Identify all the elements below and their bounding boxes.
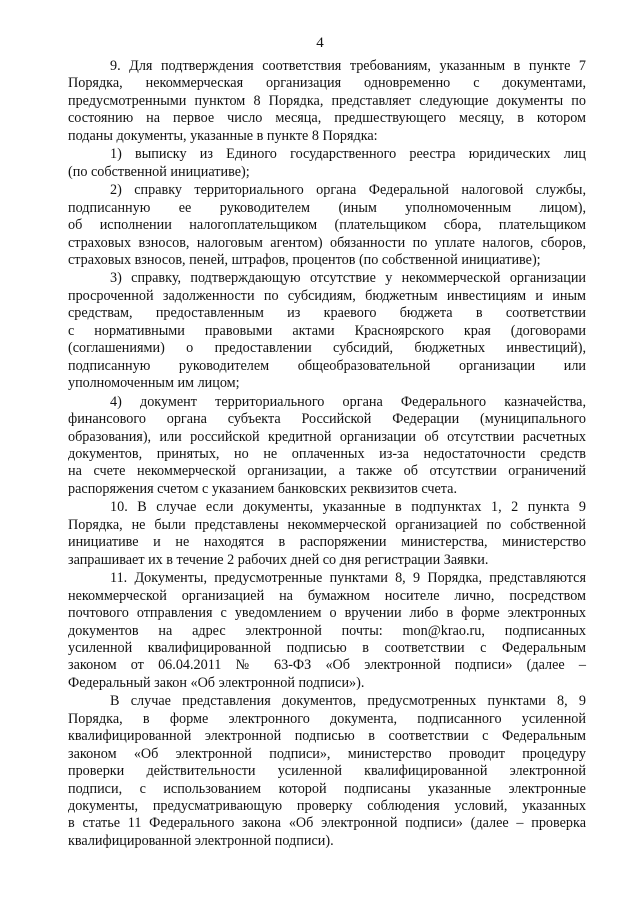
- text-line: распоряжения счетом с указанием банковских реквизитов счета.: [68, 480, 457, 497]
- text-line: В случае представления документов, предусмотренных пунктами 8, 9: [110, 693, 586, 710]
- text-line: в статье 11 Федерального закона «Об электронной подписи» (далее – проверка: [68, 815, 586, 832]
- text-line: 11. Документы, предусмотренные пунктами 8, 9 Порядка, представляются: [110, 570, 586, 587]
- paragraph: [68, 499, 586, 569]
- text-line: Федеральный закон «Об электронной подписи»).: [68, 674, 365, 691]
- paragraph: [68, 693, 586, 850]
- text-line: проверки действительности усиленной квалифицированной электронной: [68, 763, 586, 780]
- page-number: 4: [316, 35, 324, 51]
- text-line: документов, принятых, но не оплаченных из-за недостаточности средств: [68, 445, 586, 462]
- text-line: некоммерческой организацией на бумажном носителе лично, посредством: [68, 587, 586, 604]
- text-line: инициативе и не находятся в распоряжении министерства, министерство: [68, 534, 586, 551]
- paragraph: [68, 570, 586, 692]
- text-line: Порядка, некоммерческая организация одновременно с документами,: [68, 75, 586, 92]
- text-line: с нормативными правовыми актами Красноярского края (договорами: [68, 322, 586, 339]
- paragraph: [68, 394, 586, 499]
- text-line: 1) выписку из Единого государственного реестра юридических лиц: [110, 146, 586, 163]
- paragraph: [68, 146, 586, 181]
- text-line: законом от 06.04.2011 № 63-ФЗ «Об электронной подписи» (далее –: [68, 657, 586, 674]
- text-line: просроченной задолженности по субсидиям, бюджетным инвестициям и иным: [68, 287, 586, 304]
- paragraph: [68, 182, 586, 269]
- text-line: 4) документ территориального органа Федерального казначейства,: [110, 393, 586, 410]
- text-line: (соглашениями) о предоставлении субсидий, бюджетных инвестиций),: [68, 340, 586, 357]
- text-line: 3) справку, подтверждающую отсутствие у некоммерческой организации: [110, 270, 586, 287]
- text-line: поданы документы, указанные в пункте 8 Порядка:: [68, 127, 378, 144]
- text-line: Порядка, в форме электронного документа, подписанного усиленной: [68, 710, 586, 727]
- text-line: почтового отправления с уведомлением о вручении либо в форме электронных: [68, 605, 586, 622]
- text-line: образования), или российской кредитной организации об отсутствии расчетных: [68, 428, 586, 445]
- text-line: 2) справку территориального органа Федеральной налоговой службы,: [110, 182, 586, 199]
- text-line: Порядка, не были представлены некоммерческой организацией по собственной: [68, 516, 586, 533]
- text-line: на счете некоммерческой организации, а также об отсутствии ограничений: [68, 463, 586, 480]
- text-line: квалифицированной электронной подписи).: [68, 832, 334, 849]
- text-line: (по собственной инициативе);: [68, 163, 250, 180]
- text-line: законом «Об электронной подписи», министерство проводит процедуру: [68, 745, 586, 762]
- text-line: 10. В случае если документы, указанные в подпунктах 1, 2 пункта 9: [110, 499, 586, 516]
- text-line: предусмотренными пунктом 8 Порядка, представляет следующие документы по: [68, 92, 586, 109]
- text-line: об исполнении налогоплательщиком (плательщиком сбора, плательщиком: [68, 217, 586, 234]
- text-line: уполномоченным им лицом;: [68, 375, 240, 392]
- text-line: средствам, предоставленным из краевого бюджета в соответствии: [68, 305, 586, 322]
- text-line: состоянию на первое число месяца, предшествующего месяцу, в котором: [68, 110, 586, 127]
- document-body: [68, 58, 586, 851]
- text-line: подписанную руководителем общеобразовательной организации или: [68, 357, 586, 374]
- text-line: страховых взносов, налоговым агентом) обязанности по уплате налогов, сборов,: [68, 234, 586, 251]
- text-line: финансового органа субъекта Российской Федерации (муниципального: [68, 411, 586, 428]
- paragraph: [68, 58, 586, 145]
- text-line: квалифицированной электронной подписью в соответствии с Федеральным: [68, 728, 586, 745]
- text-line: запрашивает их в течение 2 рабочих дней со дня регистрации Заявки.: [68, 551, 489, 568]
- text-line: документы, предусматривающую проверку соблюдения условий, указанных: [68, 798, 586, 815]
- text-line: подписи, с использованием которой подписаны указанные электронные: [68, 780, 586, 797]
- text-line: страховых взносов, пеней, штрафов, процентов (по собственной инициативе);: [68, 251, 541, 268]
- text-line: 9. Для подтверждения соответствия требованиям, указанным в пункте 7: [110, 58, 586, 74]
- text-line: усиленной квалифицированной подписью в соответствии с Федеральным: [68, 639, 586, 656]
- text-line: подписанную ее руководителем (иным уполномоченным лицом),: [68, 199, 586, 216]
- text-line: документов на адрес электронной почты: mon@krao.ru, подписанных: [68, 622, 586, 639]
- paragraph: [68, 270, 586, 392]
